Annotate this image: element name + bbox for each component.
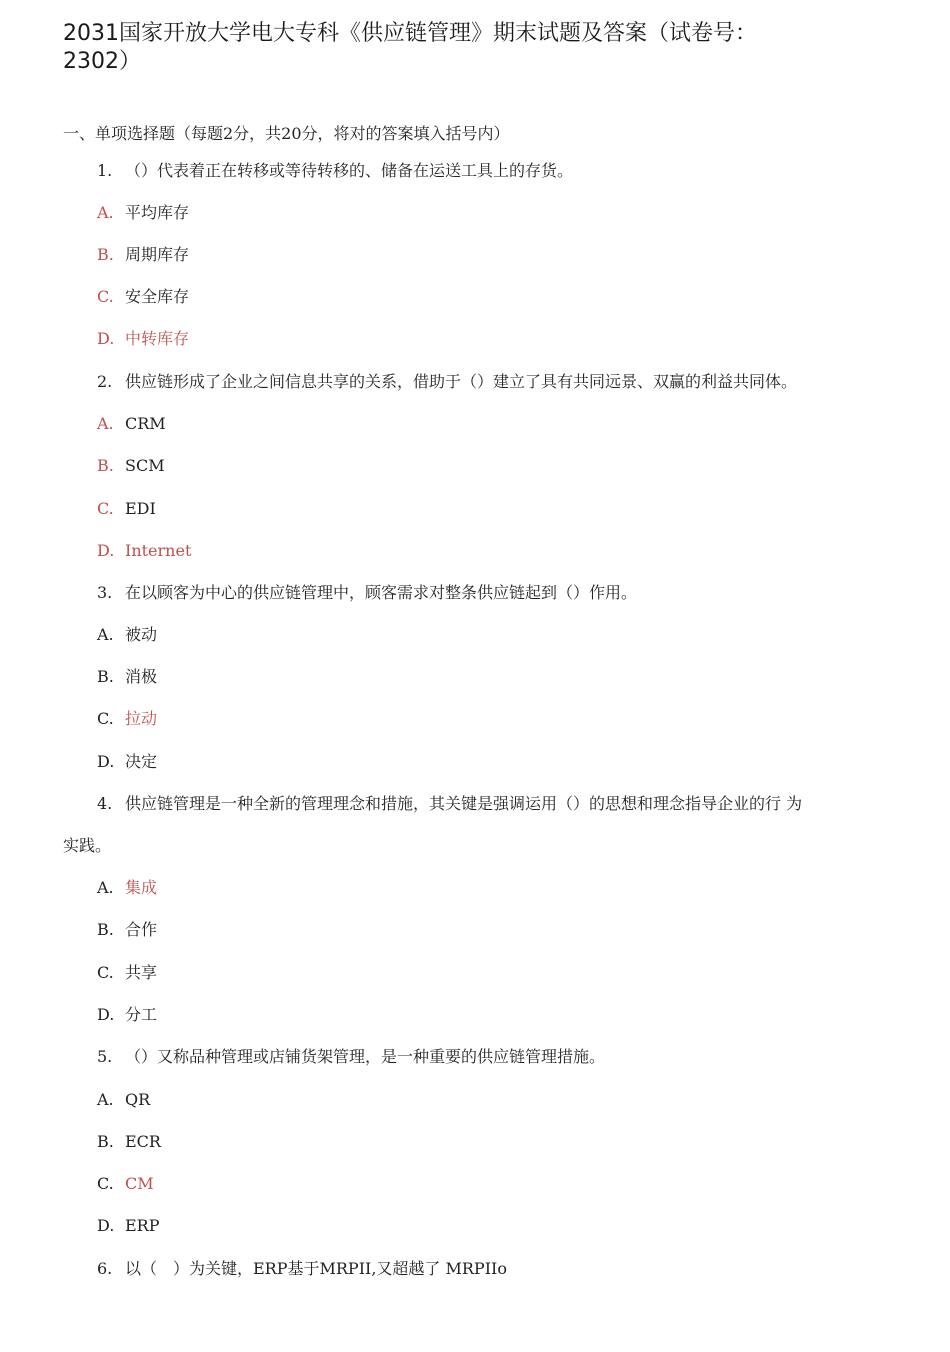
q1-option-c xyxy=(97,285,189,309)
q3-option-d xyxy=(97,750,157,774)
option-text: 合作 xyxy=(125,920,158,939)
question-text: 供应链管理是一种全新的管理理念和措施，其关键是强调运用（）的思想和理念指导企业的行 为 xyxy=(125,794,803,813)
option-letter: B. xyxy=(97,245,114,264)
option-letter: A. xyxy=(97,1090,114,1109)
q2-option-d xyxy=(97,539,191,563)
q3-option-c xyxy=(97,707,157,731)
option-letter: D. xyxy=(97,1005,115,1024)
q5-option-c xyxy=(97,1172,154,1196)
question-1 xyxy=(97,159,573,183)
question-2 xyxy=(97,370,797,394)
q5-option-b xyxy=(97,1130,161,1154)
section-heading: 一、单项选择题（每题2分，共20分，将对的答案填入括号内） xyxy=(63,124,510,143)
option-letter: B. xyxy=(97,920,114,939)
question-number: 1. xyxy=(97,161,113,180)
option-text: 安全库存 xyxy=(125,287,190,306)
option-letter: A. xyxy=(97,203,114,222)
option-letter: A. xyxy=(97,414,114,433)
question-number: 3. xyxy=(97,583,113,602)
q2-option-a xyxy=(97,412,166,436)
q5-option-a xyxy=(97,1088,150,1112)
q1-option-d xyxy=(97,327,189,351)
option-text: SCM xyxy=(125,456,165,475)
option-letter: C. xyxy=(97,499,114,518)
q4-option-a xyxy=(97,876,157,900)
option-letter: B. xyxy=(97,456,114,475)
option-letter: C. xyxy=(97,963,114,982)
question-text: （）代表着正在转移或等待转移的、储备在运送工具上的存货。 xyxy=(125,161,574,180)
option-text: 消极 xyxy=(125,667,158,686)
q3-option-a xyxy=(97,623,157,647)
q4-option-b xyxy=(97,918,157,942)
option-letter: B. xyxy=(97,667,114,686)
option-letter: A. xyxy=(97,878,114,897)
question-number: 6. xyxy=(97,1259,113,1278)
option-text: 决定 xyxy=(125,752,158,771)
q2-option-b xyxy=(97,454,165,478)
option-text: EDI xyxy=(125,499,156,518)
option-text: ERP xyxy=(125,1216,160,1235)
question-text: 供应链形成了企业之间信息共享的关系，借助于（）建立了具有共同远景、双赢的利益共同体。 xyxy=(125,372,798,391)
option-letter: C. xyxy=(97,1174,114,1193)
option-text: QR xyxy=(125,1090,151,1109)
question-number: 5. xyxy=(97,1047,113,1066)
question-4 xyxy=(97,792,802,816)
option-text-answer: 拉动 xyxy=(125,709,158,728)
option-text: CRM xyxy=(125,414,166,433)
option-text-answer: Internet xyxy=(125,541,192,560)
q1-option-b xyxy=(97,243,189,267)
option-text-answer: 中转库存 xyxy=(125,329,190,348)
option-letter: D. xyxy=(97,752,115,771)
question-number: 2. xyxy=(97,372,113,391)
document-title xyxy=(63,20,863,76)
q2-option-c xyxy=(97,497,156,521)
option-letter: C. xyxy=(97,709,114,728)
option-text: 被动 xyxy=(125,625,158,644)
title-line-2: 2302） xyxy=(63,49,141,74)
option-text: 周期库存 xyxy=(125,245,190,264)
question-text: 以（ ）为关键，ERP基于MRPII,又超越了 MRPIIo xyxy=(125,1259,507,1278)
option-text-answer: 集成 xyxy=(125,878,158,897)
option-letter: D. xyxy=(97,541,115,560)
question-text: 在以顾客为中心的供应链管理中，顾客需求对整条供应链起到（）作用。 xyxy=(125,583,638,602)
q5-option-d xyxy=(97,1214,160,1238)
question-5 xyxy=(97,1045,605,1069)
option-text: 分工 xyxy=(125,1005,158,1024)
q4-option-d xyxy=(97,1003,157,1027)
title-line-1: 2031国家开放大学电大专科《供应链管理》期末试题及答案（试卷号： xyxy=(63,21,757,46)
option-letter: D. xyxy=(97,1216,115,1235)
q1-option-a xyxy=(97,201,189,225)
q3-option-b xyxy=(97,665,157,689)
option-letter: B. xyxy=(97,1132,114,1151)
question-number: 4. xyxy=(97,794,113,813)
option-text: ECR xyxy=(125,1132,161,1151)
option-text-answer: CM xyxy=(125,1174,154,1193)
question-text: （）又称品种管理或店铺货架管理，是一种重要的供应链管理措施。 xyxy=(125,1047,606,1066)
question-3 xyxy=(97,581,637,605)
option-text: 共享 xyxy=(125,963,158,982)
option-letter: D. xyxy=(97,329,115,348)
option-letter: C. xyxy=(97,287,114,306)
option-text: 平均库存 xyxy=(125,203,190,222)
option-letter: A. xyxy=(97,625,114,644)
question-4-continuation: 实践。 xyxy=(63,836,112,855)
question-6 xyxy=(97,1257,507,1281)
q4-option-c xyxy=(97,961,157,985)
